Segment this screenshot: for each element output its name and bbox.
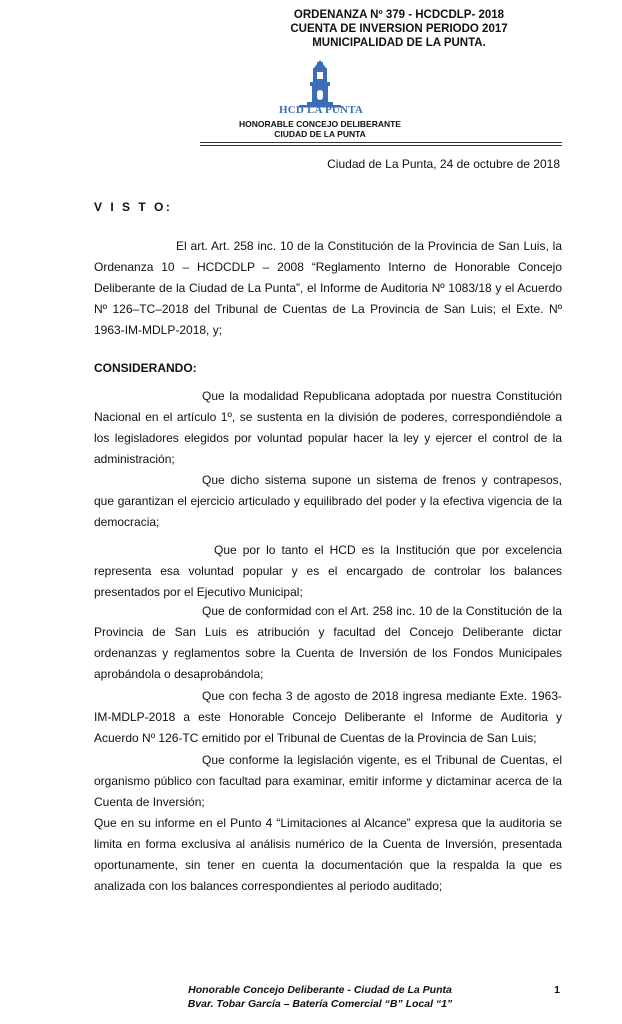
considerando-paragraph-2: Que dicho sistema supone un sistema de frenos y contrapesos, que garantizan el ejercicio articulado y equilibrado del poder y la efectiva vigencia de la democracia; <box>94 473 562 529</box>
visto-paragraph: El art. Art. 258 inc. 10 de la Constitución de la Provincia de San Luis, la Ordenanza 10 – HCDCDLP – 2008 “Reglamento Interno de Honorable Concejo Deliberante de la Ciudad de La Punta”, el Informe de Auditoria Nº 1083/18 y el Acuerdo Nº 126–TC–2018 del Tribunal de Cuentas de La Provincia de San Luis; el Exte. Nº 1963-IM-MDLP-2018, y; <box>94 239 562 337</box>
considerando-paragraph-4: Que de conformidad con el Art. 258 inc. 10 de la Constitución de la Provincia de San Luis es atribución y facultad del Concejo Deliberante dictar ordenanzas y reglamentos sobre la Cuenta de Inversión de los Fondos Municipales aprobándola o desaprobándola; <box>94 604 562 681</box>
considerando-paragraph-5: Que con fecha 3 de agosto de 2018 ingresa mediante Exte. 1963-IM-MDLP-2018 a este Honorable Concejo Deliberante el Informe de Auditoria y Acuerdo Nº 126-TC emitido por el Tribunal de Cuentas de la Provincia de San Luis; <box>94 689 562 745</box>
footer-line-1: Honorable Concejo Deliberante - Ciudad de La Punta <box>188 984 452 996</box>
document-date: Ciudad de La Punta, 24 de octubre de 2018 <box>327 157 560 171</box>
logo-text: HCD LA PUNTA <box>278 104 364 116</box>
considerando-paragraph-1: Que la modalidad Republicana adoptada por nuestra Constitución Nacional en el artículo 1º, se sustenta en la división de poderes, correspondiéndole a los legisladores elegidos por voluntad popular hacer la ley y ejercer el control de la administración; <box>94 389 562 466</box>
ordinance-subject: CUENTA DE INVERSION PERIODO 2017 <box>290 23 508 35</box>
considerando-paragraph-7: Que en su informe en el Punto 4 “Limitaciones al Alcance” expresa que la auditoria se limita en forma exclusiva al análisis numérico de la Cuenta de Inversión, presentada oportunamente, sin tener en cuenta la documentación que la respalda la que es analizada con los balances correspondientes al periodo auditado; <box>94 816 562 893</box>
document-header <box>234 8 564 50</box>
considerando-heading: CONSIDERANDO: <box>94 361 197 375</box>
visto-heading: V I S T O: <box>94 200 173 214</box>
considerando-paragraph-3: Que por lo tanto el HCD es la Institución que por excelencia representa esa voluntad popular y es el encargado de controlar los balances presentados por el Ejecutivo Municipal; <box>94 543 562 599</box>
municipality-name: MUNICIPALIDAD DE LA PUNTA. <box>312 37 486 49</box>
institution-name <box>200 119 440 139</box>
institution-line-2: CIUDAD DE LA PUNTA <box>274 129 366 139</box>
page-footer <box>150 983 490 1011</box>
header-divider <box>200 145 562 146</box>
header-divider <box>200 142 562 143</box>
page-number: 1 <box>554 984 560 996</box>
institution-line-1: HONORABLE CONCEJO DELIBERANTE <box>239 119 401 129</box>
footer-line-2: Bvar. Tobar García – Batería Comercial “B” Local “1” <box>187 998 453 1010</box>
ordinance-number: ORDENANZA Nº 379 - HCDCDLP- 2018 <box>293 9 505 21</box>
considerando-paragraph-6: Que conforme la legislación vigente, es el Tribunal de Cuentas, el organismo público con facultad para examinar, emitir informe y dictaminar acerca de la Cuenta de Inversión; <box>94 753 562 809</box>
